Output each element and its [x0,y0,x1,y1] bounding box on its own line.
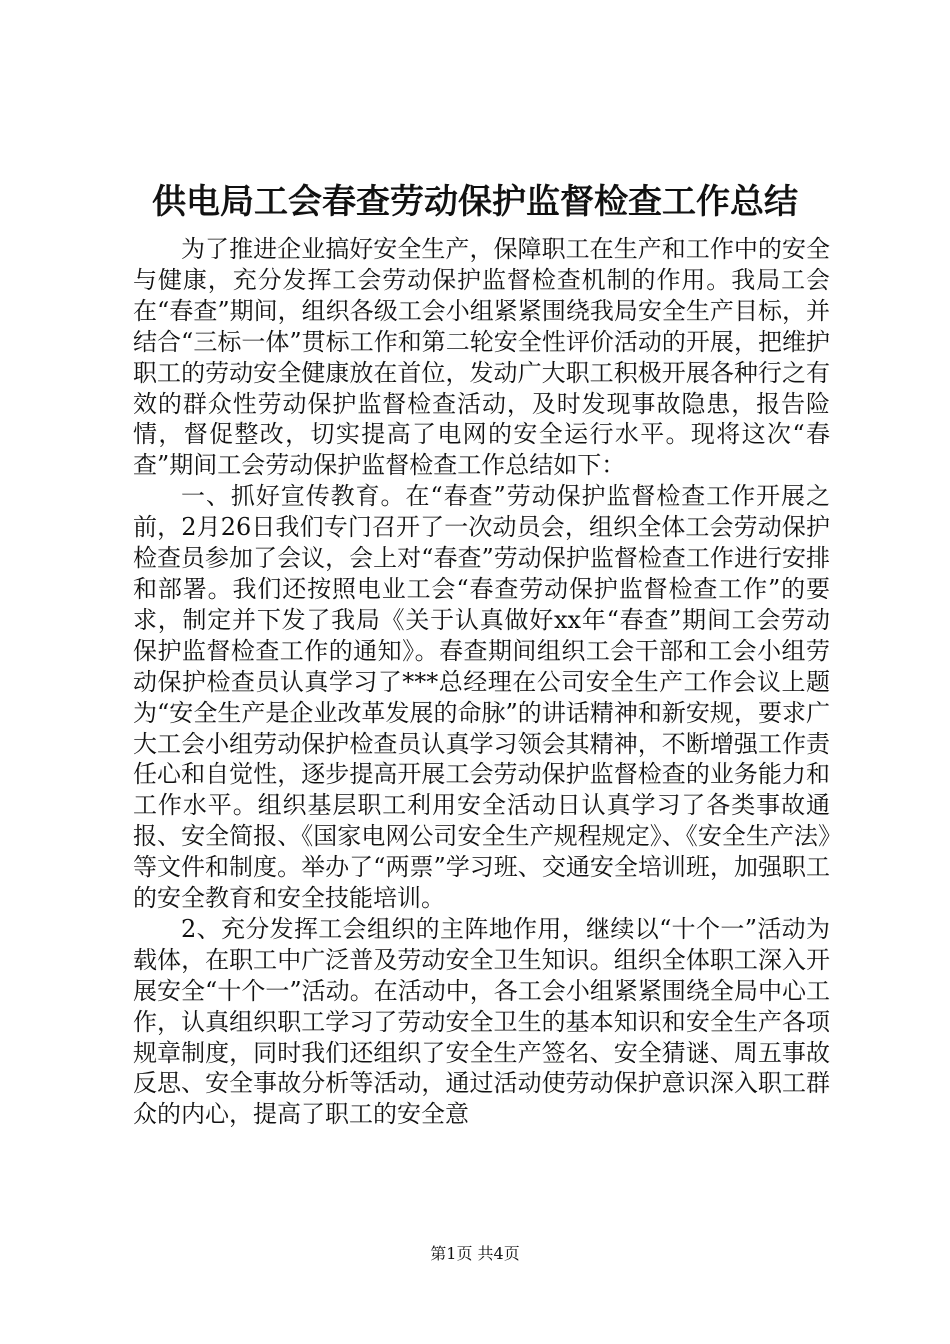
document-body [133,234,830,1130]
paragraph-intro: 为了推进企业搞好安全生产，保障职工在生产和工作中的安全与健康，充分发挥工会劳动保护监督检查机制的作用。我局工会在“春查”期间，组织各级工会小组紧紧围绕我局安全生产目标，并结合“三标一体”贯标工作和第二轮安全性评价活动的开展，把维护职工的劳动安全健康放在首位，发动广大职工积极开展各种行之有效的群众性劳动保护监督检查活动，及时发现事故隐患，报告险情，督促整改，切实提高了电网的安全运行水平。现将这次“春查”期间工会劳动保护监督检查工作总结如下： [133,235,830,480]
paragraph-publicity-education: 一、抓好宣传教育。在“春查”劳动保护监督检查工作开展之前，2月26日我们专门召开了一次动员会，组织全体工会劳动保护检查员参加了会议，会上对“春查”劳动保护监督检查工作进行安排和部署。我们还按照电业工会“春查劳动保护监督检查工作”的要求，制定并下发了我局《关于认真做好xx年“春查”期间工会劳动保护监督检查工作的通知》。春查期间组织工会干部和工会小组劳动保护检查员认真学习了***总经理在公司安全生产工作会议上题为“安全生产是企业改革发展的命脉”的讲话精神和新安规，要求广大工会小组劳动保护检查员认真学习领会其精神，不断增强工作责任心和自觉性，逐步提高开展工会劳动保护监督检查的业务能力和工作水平。组织基层职工利用安全活动日认真学习了各类事故通报、安全简报、《国家电网公司安全生产规程规定》、《安全生产法》等文件和制度。举办了“两票”学习班、交通安全培训班，加强职工的安全教育和安全技能培训。 [133,482,830,913]
document-title: 供电局工会春查劳动保护监督检查工作总结 [152,182,798,222]
paragraph-union-role: 2、充分发挥工会组织的主阵地作用，继续以“十个一”活动为载体，在职工中广泛普及劳动安全卫生知识。组织全体职工深入开展安全“十个一”活动。在活动中，各工会小组紧紧围绕全局中心工作，认真组织职工学习了劳动安全卫生的基本知识和安全生产各项规章制度，同时我们还组织了安全生产签名、安全猜谜、周五事故反思、安全事故分析等活动，通过活动使劳动保护意识深入职工群众的内心，提高了职工的安全意 [133,914,830,1129]
page-footer: 第1页 共4页 [430,1244,520,1263]
